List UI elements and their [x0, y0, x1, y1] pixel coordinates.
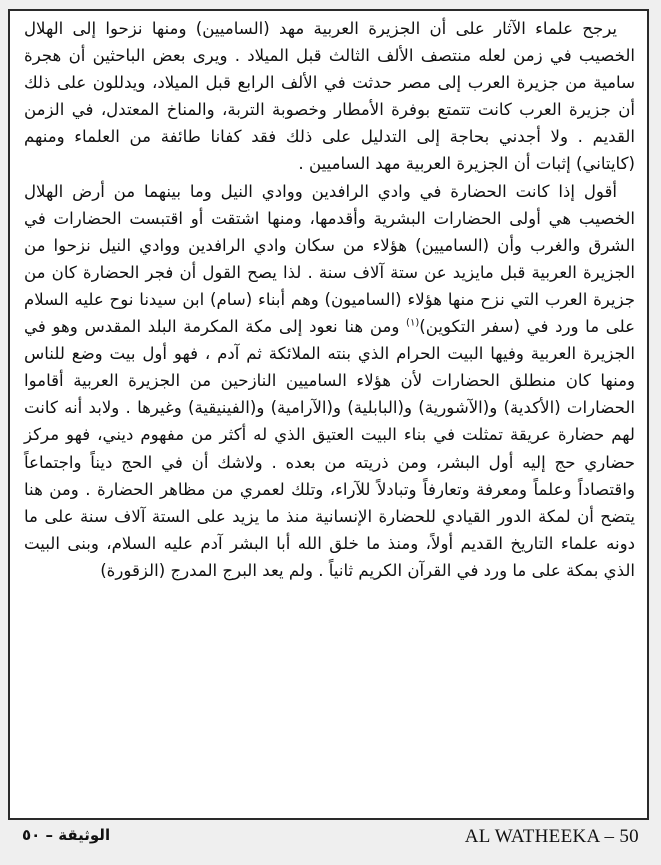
page-frame — [8, 9, 649, 820]
paragraph-2 — [24, 178, 635, 584]
footer-journal-arabic: الوثيقة – ٥٠ — [22, 826, 111, 844]
paragraph-1 — [24, 15, 635, 178]
footnote-reference[interactable]: (١) — [406, 317, 420, 329]
paragraph-1-text: يرجح علماء الآثار على أن الجزيرة العربية مهد (الساميين) ومنها نزحوا إلى الهلال الخصيب في زمن لعله منتصف الألف الثالث قبل الميلاد . ويرى بعض الباحثين أن هجرة سامية من جزيرة العرب إلى مصر حدثت في الألف الرابع قبل الميلاد، ويدللون على ذلك أن جزيرة العرب كانت تتمتع بوفرة الأمطار وخصوبة التربة، والمناخ المعتدل، في الزمن القديم . ولا أجدني بحاجة إلى التدليل على ذلك فقد كفانا طائفة من العلماء ومنهم (كايتاني) إثبات أن الجزيرة العربية مهد الساميين . — [24, 19, 635, 174]
page-footer — [8, 826, 649, 850]
paragraph-2-text-end: ومن هنا نعود إلى مكة المكرمة البلد المقدس وهو في الجزيرة العربية وفيها البيت الحرام الذي بنته الملائكة ثم آدم ، فهو أول بيت وضع للناس ومنها كان منطلق الحضارات لأن هؤلاء الساميين النازحين من الجزيرة العربية أقاموا الحضارات (الأكدية) و(الآشورية) و(البابلية) و(الآرامية) و(الفينيقية) وغيرها . ولابد أنه كانت لهم حضارة عريقة تمثلت في بناء البيت العتيق الذي له أكثر من مفهوم ديني، فهو مركز حضاري حج إليه أول البشر، ومن ذريته من بعده . ولاشك أن في الحج ديناً واجتماعاً واقتصاداً وعلماً ومعرفة وتعارفاً وتبادلاً للآراء، وتلك لعمري من مظاهر الحضارة . ومن هنا يتضح أن لمكة الدور القيادي للحضارة الإنسانية منذ ما يزيد على الستة آلاف سنة على ما دونه علماء التاريخ القديم أولاً، ومنذ ما خلق الله أبا البشر آدم عليه السلام، وبنى البيت الذي بمكة على ما ورد في القرآن الكريم ثانياً . ولم يعد البرج المدرج (الزقورة) — [24, 317, 635, 580]
paragraph-2-text-start: أقول إذا كانت الحضارة في وادي الرافدين ووادي النيل وما بينهما من أرض الهلال الخصيب هي أولى الحضارات البشرية وأقدمها، ومنها اشتقت أو اقتبست الحضارات في الشرق والغرب وأن (الساميين) هؤلاء من سكان وادي الرافدين ووادي النيل نزحوا من الجزيرة العربية قبل مايزيد عن ستة آلاف سنة . لذا يصح القول أن فجر الحضارة كان من جزيرة العرب التي نزح منها هؤلاء (الساميون) وهم أبناء (سام) ابن سيدنا نوح عليه السلام على ما ورد في (سفر التكوين) — [24, 181, 635, 337]
footer-journal-english: AL WATHEEKA – 50 — [464, 826, 639, 847]
article-body — [24, 15, 635, 584]
